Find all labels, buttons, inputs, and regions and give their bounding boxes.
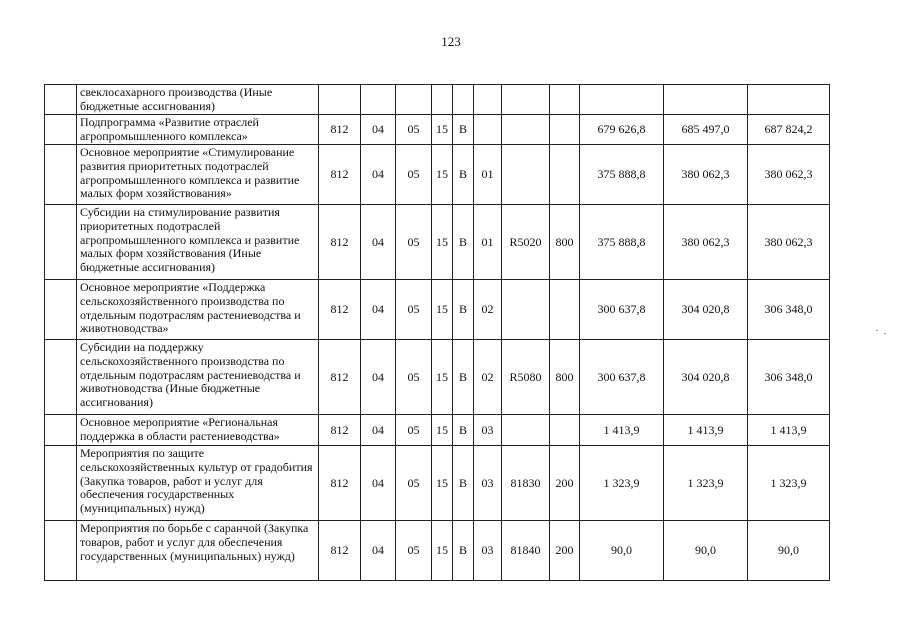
target-article-program-cell: 15 (432, 280, 453, 340)
item-name-cell: Подпрограмма «Развитие отраслей агропромышленного комплекса» (77, 115, 319, 145)
number-cell (45, 115, 77, 145)
target-article-subprogram-cell: В (453, 340, 474, 415)
subsection-code-cell (396, 85, 432, 115)
subsection-code-cell: 05 (396, 145, 432, 205)
amount-year-2-cell: 380 062,3 (664, 205, 748, 280)
amount-year-3-cell: 306 348,0 (748, 280, 830, 340)
amount-year-2-cell: 304 020,8 (664, 280, 748, 340)
grbs-code-cell: 812 (319, 115, 361, 145)
item-name-cell: Мероприятия по защите сельскохозяйственных культур от градобития (Закупка товаров, работ и услуг для обеспечения государственных (муниципальных) нужд) (77, 446, 319, 521)
table-row (45, 521, 830, 581)
page-number: 123 (441, 34, 461, 49)
grbs-code-cell: 812 (319, 415, 361, 446)
grbs-code-cell: 812 (319, 521, 361, 581)
table-row (45, 205, 830, 280)
grbs-code-cell: 812 (319, 280, 361, 340)
amount-year-1-cell: 1 323,9 (580, 446, 664, 521)
section-code-cell: 04 (361, 115, 396, 145)
item-name-cell: Основное мероприятие «Поддержка сельскохозяйственного производства по отдельным подотраслям растениеводства и животноводства» (77, 280, 319, 340)
expense-type-cell (550, 280, 580, 340)
target-article-program-cell: 15 (432, 340, 453, 415)
subsection-code-cell: 05 (396, 415, 432, 446)
amount-year-2-cell: 304 020,8 (664, 340, 748, 415)
expense-type-cell: 800 (550, 340, 580, 415)
section-code-cell: 04 (361, 205, 396, 280)
amount-year-1-cell: 300 637,8 (580, 280, 664, 340)
grbs-code-cell: 812 (319, 145, 361, 205)
table-row (45, 115, 830, 145)
amount-year-1-cell (580, 85, 664, 115)
number-cell (45, 340, 77, 415)
amount-year-3-cell: 380 062,3 (748, 205, 830, 280)
target-article-direction-cell (502, 415, 550, 446)
target-article-direction-cell (502, 280, 550, 340)
target-article-subprogram-cell: В (453, 205, 474, 280)
target-article-subprogram-cell: В (453, 145, 474, 205)
target-article-program-cell: 15 (432, 446, 453, 521)
target-article-program-cell: 15 (432, 145, 453, 205)
target-article-subprogram-cell: В (453, 415, 474, 446)
amount-year-2-cell: 1 323,9 (664, 446, 748, 521)
amount-year-3-cell (748, 85, 830, 115)
target-article-direction-cell: 81840 (502, 521, 550, 581)
target-article-program-cell: 15 (432, 415, 453, 446)
amount-year-3-cell: 1 323,9 (748, 446, 830, 521)
amount-year-3-cell: 306 348,0 (748, 340, 830, 415)
scan-speck (884, 333, 886, 334)
item-name-cell: Субсидии на стимулирование развития приоритетных подотраслей агропромышленного комплекса и развитие малых форм хозяйствования (Иные бюджетные ассигнования) (77, 205, 319, 280)
item-name-cell: Основное мероприятие «Региональная поддержка в области растениеводства» (77, 415, 319, 446)
item-name-cell: свеклосахарного производства (Иные бюджетные ассигнования) (77, 85, 319, 115)
subsection-code-cell: 05 (396, 280, 432, 340)
section-code-cell (361, 85, 396, 115)
target-article-subprogram-cell: В (453, 115, 474, 145)
target-article-measure-cell: 02 (474, 340, 502, 415)
budget-table-body (45, 85, 830, 581)
amount-year-1-cell: 679 626,8 (580, 115, 664, 145)
target-article-direction-cell: 81830 (502, 446, 550, 521)
target-article-direction-cell (502, 145, 550, 205)
amount-year-2-cell: 90,0 (664, 521, 748, 581)
section-code-cell: 04 (361, 521, 396, 581)
number-cell (45, 145, 77, 205)
expense-type-cell: 200 (550, 521, 580, 581)
subsection-code-cell: 05 (396, 340, 432, 415)
expense-type-cell (550, 85, 580, 115)
budget-table (44, 84, 830, 581)
grbs-code-cell (319, 85, 361, 115)
table-row (45, 340, 830, 415)
target-article-subprogram-cell: В (453, 521, 474, 581)
target-article-measure-cell (474, 85, 502, 115)
amount-year-1-cell: 300 637,8 (580, 340, 664, 415)
subsection-code-cell: 05 (396, 521, 432, 581)
target-article-program-cell: 15 (432, 115, 453, 145)
amount-year-3-cell: 687 824,2 (748, 115, 830, 145)
table-row (45, 280, 830, 340)
amount-year-3-cell: 90,0 (748, 521, 830, 581)
number-cell (45, 415, 77, 446)
number-cell (45, 446, 77, 521)
amount-year-1-cell: 90,0 (580, 521, 664, 581)
target-article-measure-cell: 02 (474, 280, 502, 340)
target-article-direction-cell (502, 115, 550, 145)
table-row (45, 415, 830, 446)
section-code-cell: 04 (361, 446, 396, 521)
target-article-measure-cell: 01 (474, 145, 502, 205)
scan-speck (876, 330, 878, 331)
target-article-direction-cell: R5020 (502, 205, 550, 280)
amount-year-2-cell (664, 85, 748, 115)
target-article-program-cell (432, 85, 453, 115)
target-article-subprogram-cell: В (453, 280, 474, 340)
grbs-code-cell: 812 (319, 340, 361, 415)
subsection-code-cell: 05 (396, 115, 432, 145)
table-row (45, 446, 830, 521)
expense-type-cell (550, 115, 580, 145)
table-row (45, 85, 830, 115)
grbs-code-cell: 812 (319, 205, 361, 280)
target-article-measure-cell: 03 (474, 521, 502, 581)
number-cell (45, 280, 77, 340)
target-article-measure-cell: 03 (474, 446, 502, 521)
section-code-cell: 04 (361, 415, 396, 446)
target-article-measure-cell: 01 (474, 205, 502, 280)
item-name-cell: Основное мероприятие «Стимулирование развития приоритетных подотраслей агропромышленного комплекса и развитие малых форм хозяйствования» (77, 145, 319, 205)
subsection-code-cell: 05 (396, 205, 432, 280)
amount-year-3-cell: 1 413,9 (748, 415, 830, 446)
section-code-cell: 04 (361, 145, 396, 205)
grbs-code-cell: 812 (319, 446, 361, 521)
target-article-program-cell: 15 (432, 521, 453, 581)
target-article-subprogram-cell (453, 85, 474, 115)
amount-year-1-cell: 375 888,8 (580, 145, 664, 205)
number-cell (45, 85, 77, 115)
target-article-measure-cell: 03 (474, 415, 502, 446)
expense-type-cell (550, 415, 580, 446)
amount-year-1-cell: 1 413,9 (580, 415, 664, 446)
target-article-program-cell: 15 (432, 205, 453, 280)
section-code-cell: 04 (361, 340, 396, 415)
expense-type-cell: 800 (550, 205, 580, 280)
amount-year-2-cell: 685 497,0 (664, 115, 748, 145)
target-article-direction-cell: R5080 (502, 340, 550, 415)
amount-year-3-cell: 380 062,3 (748, 145, 830, 205)
amount-year-2-cell: 380 062,3 (664, 145, 748, 205)
item-name-cell: Субсидии на поддержку сельскохозяйственного производства по отдельным подотраслям растениеводства и животноводства (Иные бюджетные ассигнования) (77, 340, 319, 415)
number-cell (45, 205, 77, 280)
expense-type-cell (550, 145, 580, 205)
amount-year-2-cell: 1 413,9 (664, 415, 748, 446)
section-code-cell: 04 (361, 280, 396, 340)
target-article-subprogram-cell: В (453, 446, 474, 521)
number-cell (45, 521, 77, 581)
target-article-direction-cell (502, 85, 550, 115)
amount-year-1-cell: 375 888,8 (580, 205, 664, 280)
item-name-cell: Мероприятия по борьбе с саранчой (Закупка товаров, работ и услуг для обеспечения государственных (муниципальных) нужд) (77, 521, 319, 581)
target-article-measure-cell (474, 115, 502, 145)
table-row (45, 145, 830, 205)
expense-type-cell: 200 (550, 446, 580, 521)
subsection-code-cell: 05 (396, 446, 432, 521)
